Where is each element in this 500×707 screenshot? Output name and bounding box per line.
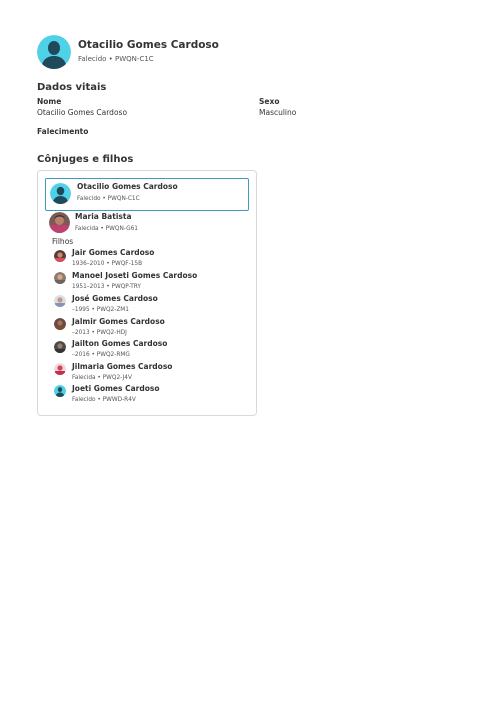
child-photo-avatar [54,341,66,353]
death-label: Falecimento [37,127,89,136]
self-info: Falecido • PWQN-C1C [77,196,140,202]
child-photo-avatar [54,272,66,284]
child-info: –2013 • PWQ2-HDJ [72,330,127,336]
child-info: Falecido • PWWD-R4V [72,397,136,403]
child-photo-avatar [54,363,66,375]
male-silhouette-icon [50,183,71,204]
person-name: Otacilio Gomes Cardoso [78,39,219,51]
child-info: 1936–2010 • PWQF-15B [72,261,143,267]
children-label: Filhos [52,237,74,246]
child-name: Jair Gomes Cardoso [72,248,155,257]
child-photo-avatar [54,250,66,262]
child-name: José Gomes Cardoso [72,294,158,303]
name-value: Otacilio Gomes Cardoso [37,108,128,117]
self-person-row[interactable] [45,178,249,211]
child-name: Manoel Joseti Gomes Cardoso [72,271,198,280]
spouse-photo-avatar [49,212,70,233]
male-silhouette-icon [37,35,71,69]
child-photo-avatar [54,318,66,330]
child-name: Jailton Gomes Cardoso [72,339,168,348]
sex-label: Sexo [259,97,280,106]
child-photo-avatar [54,295,66,307]
child-name: Jilmaria Gomes Cardoso [72,362,173,371]
child-name: Joeti Gomes Cardoso [72,384,160,393]
spouse-info: Falecida • PWQN-G61 [75,226,138,232]
child-info: –2016 • PWQ2-RMG [72,352,130,358]
family-card [37,170,257,416]
sex-value: Masculino [259,108,297,117]
person-header [37,35,457,71]
child-info: Falecida • PWQ2-J4V [72,375,132,381]
male-silhouette-icon [54,385,66,397]
self-name: Otacilio Gomes Cardoso [77,182,178,191]
child-info: 1951–2013 • PWQP-TRY [72,284,141,290]
child-name: Jalmir Gomes Cardoso [72,317,165,326]
name-label: Nome [37,97,62,106]
spouse-name: Maria Batista [75,212,132,221]
vitals-heading: Dados vitais [37,82,107,93]
person-status: Falecido • PWQN-C1C [78,55,154,63]
child-info: –1995 • PWQ2-ZM1 [72,307,129,313]
family-heading: Cônjuges e filhos [37,154,134,165]
